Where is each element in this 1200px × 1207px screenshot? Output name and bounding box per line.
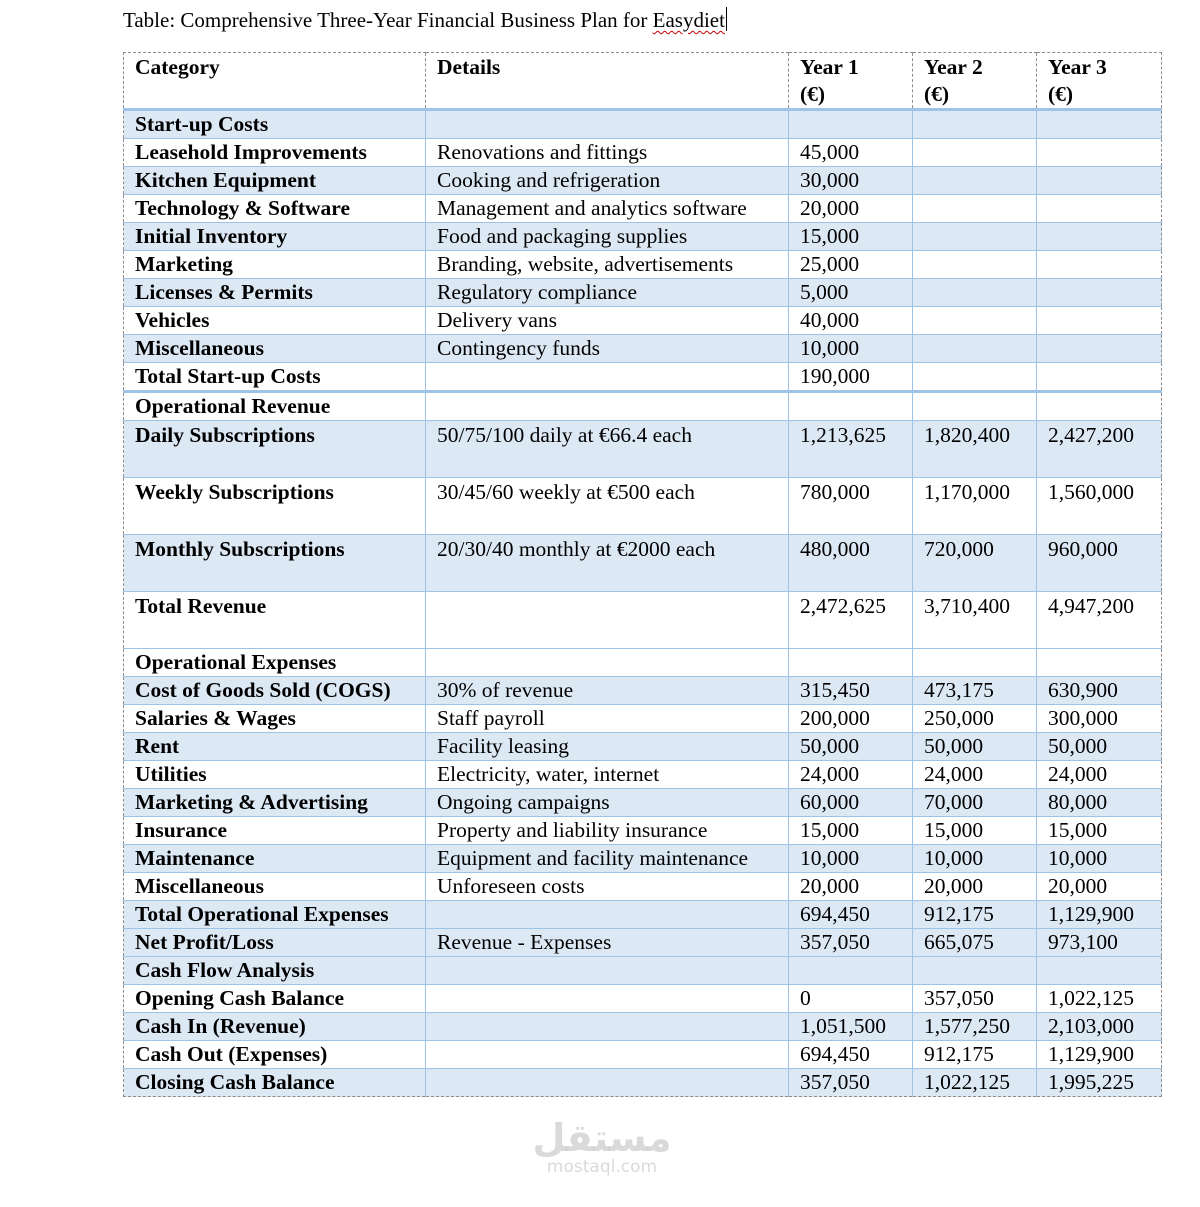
cell-year-2	[913, 649, 1037, 677]
cell-category: Technology & Software	[124, 195, 426, 223]
cell-year-3	[1037, 363, 1162, 392]
table-row	[124, 139, 1162, 167]
cell-year-2	[913, 392, 1037, 421]
cell-year-2: 3,710,400	[913, 592, 1037, 649]
cell-year-1	[789, 957, 913, 985]
cell-year-1: 315,450	[789, 677, 913, 705]
cell-year-2	[913, 335, 1037, 363]
cell-year-2: 20,000	[913, 873, 1037, 901]
cell-year-1: 24,000	[789, 761, 913, 789]
cell-year-2	[913, 957, 1037, 985]
cell-details: 50/75/100 daily at €66.4 each	[426, 421, 789, 478]
cell-year-1: 20,000	[789, 873, 913, 901]
cell-category: Total Start-up Costs	[124, 363, 426, 392]
cell-year-1: 15,000	[789, 817, 913, 845]
section-header-row	[124, 957, 1162, 985]
cell-year-1: 15,000	[789, 223, 913, 251]
cell-year-3: 1,560,000	[1037, 478, 1162, 535]
cell-year-3: 1,022,125	[1037, 985, 1162, 1013]
cell-details: Renovations and fittings	[426, 139, 789, 167]
table-row	[124, 421, 1162, 478]
table-row	[124, 195, 1162, 223]
cell-year-2: 665,075	[913, 929, 1037, 957]
cell-category: Vehicles	[124, 307, 426, 335]
cell-year-1	[789, 110, 913, 139]
table-row	[124, 307, 1162, 335]
cell-year-1: 780,000	[789, 478, 913, 535]
cell-year-1: 694,450	[789, 901, 913, 929]
cell-category: Leasehold Improvements	[124, 139, 426, 167]
cell-year-2	[913, 363, 1037, 392]
cell-details: 30% of revenue	[426, 677, 789, 705]
cell-year-3	[1037, 223, 1162, 251]
cell-year-1: 25,000	[789, 251, 913, 279]
cell-year-2: 473,175	[913, 677, 1037, 705]
cell-year-2	[913, 251, 1037, 279]
cell-year-3: 960,000	[1037, 535, 1162, 592]
header-details: Details	[426, 53, 789, 110]
cell-year-2: 70,000	[913, 789, 1037, 817]
cell-year-1	[789, 649, 913, 677]
cell-category: Total Revenue	[124, 592, 426, 649]
cell-details	[426, 901, 789, 929]
cell-details	[426, 592, 789, 649]
table-row	[124, 335, 1162, 363]
table-row	[124, 677, 1162, 705]
header-year-3	[1037, 53, 1162, 110]
cell-details: 20/30/40 monthly at €2000 each	[426, 535, 789, 592]
cell-year-2	[913, 110, 1037, 139]
cell-category: Miscellaneous	[124, 335, 426, 363]
table-row	[124, 901, 1162, 929]
cell-category: Licenses & Permits	[124, 279, 426, 307]
cell-category: Marketing & Advertising	[124, 789, 426, 817]
cell-details: Property and liability insurance	[426, 817, 789, 845]
cell-category: Closing Cash Balance	[124, 1069, 426, 1097]
cell-details: Staff payroll	[426, 705, 789, 733]
table-row	[124, 1041, 1162, 1069]
watermark	[522, 1118, 682, 1176]
header-year-1	[789, 53, 913, 110]
cell-year-3: 20,000	[1037, 873, 1162, 901]
cell-year-3: 2,103,000	[1037, 1013, 1162, 1041]
cell-year-1: 40,000	[789, 307, 913, 335]
cell-year-1: 200,000	[789, 705, 913, 733]
cell-year-1: 45,000	[789, 139, 913, 167]
cell-year-1	[789, 392, 913, 421]
cell-year-3: 1,995,225	[1037, 1069, 1162, 1097]
cell-year-1: 50,000	[789, 733, 913, 761]
cell-year-1: 694,450	[789, 1041, 913, 1069]
cell-year-3: 24,000	[1037, 761, 1162, 789]
header-year-2	[913, 53, 1037, 110]
header-category: Category	[124, 53, 426, 110]
section-header-row	[124, 110, 1162, 139]
cell-details	[426, 957, 789, 985]
cell-year-3: 300,000	[1037, 705, 1162, 733]
cell-category: Opening Cash Balance	[124, 985, 426, 1013]
table-caption	[123, 6, 727, 34]
table-row	[124, 1013, 1162, 1041]
table-row	[124, 705, 1162, 733]
watermark-arabic: مستقل	[532, 1116, 672, 1160]
cell-year-2: 10,000	[913, 845, 1037, 873]
header-year-1-label: Year 1	[800, 55, 859, 79]
table-row	[124, 761, 1162, 789]
table-row	[124, 279, 1162, 307]
cell-year-1: 1,213,625	[789, 421, 913, 478]
table-row	[124, 363, 1162, 392]
cell-year-2: 1,170,000	[913, 478, 1037, 535]
cell-category: Cash Flow Analysis	[124, 957, 426, 985]
cell-details: Equipment and facility maintenance	[426, 845, 789, 873]
cell-year-3	[1037, 392, 1162, 421]
header-year-3-label: Year 3	[1048, 55, 1107, 79]
cell-details	[426, 985, 789, 1013]
cell-year-1: 0	[789, 985, 913, 1013]
cell-category: Utilities	[124, 761, 426, 789]
cell-category: Daily Subscriptions	[124, 421, 426, 478]
table-row	[124, 535, 1162, 592]
cell-year-3	[1037, 139, 1162, 167]
cell-details: Electricity, water, internet	[426, 761, 789, 789]
table-row	[124, 873, 1162, 901]
cell-year-2	[913, 223, 1037, 251]
cell-year-3	[1037, 195, 1162, 223]
cell-year-3: 1,129,900	[1037, 901, 1162, 929]
cell-year-3	[1037, 251, 1162, 279]
cell-category: Initial Inventory	[124, 223, 426, 251]
table-row	[124, 478, 1162, 535]
cell-details	[426, 363, 789, 392]
cell-year-1: 190,000	[789, 363, 913, 392]
cell-year-1: 10,000	[789, 335, 913, 363]
table-row	[124, 733, 1162, 761]
table-row	[124, 251, 1162, 279]
cell-details: Contingency funds	[426, 335, 789, 363]
cell-year-3: 15,000	[1037, 817, 1162, 845]
cell-details	[426, 1041, 789, 1069]
cell-year-1: 480,000	[789, 535, 913, 592]
cell-year-2	[913, 279, 1037, 307]
cell-category: Total Operational Expenses	[124, 901, 426, 929]
cell-details: Delivery vans	[426, 307, 789, 335]
cell-category: Operational Revenue	[124, 392, 426, 421]
cell-year-1: 357,050	[789, 929, 913, 957]
section-header-row	[124, 392, 1162, 421]
cell-category: Cash Out (Expenses)	[124, 1041, 426, 1069]
cell-details: Cooking and refrigeration	[426, 167, 789, 195]
cell-year-2: 250,000	[913, 705, 1037, 733]
cell-category: Maintenance	[124, 845, 426, 873]
cell-category: Net Profit/Loss	[124, 929, 426, 957]
table-row	[124, 985, 1162, 1013]
cell-category: Cash In (Revenue)	[124, 1013, 426, 1041]
caption-brand-misspelled[interactable]: Easydiet	[652, 8, 725, 32]
cell-details: Ongoing campaigns	[426, 789, 789, 817]
cell-year-3	[1037, 279, 1162, 307]
cell-year-2: 50,000	[913, 733, 1037, 761]
cell-year-2	[913, 195, 1037, 223]
cell-category: Operational Expenses	[124, 649, 426, 677]
text-cursor	[726, 7, 727, 31]
financial-plan-table	[123, 52, 1162, 1097]
cell-details: Revenue - Expenses	[426, 929, 789, 957]
caption-text: Table: Comprehensive Three-Year Financial Business Plan for	[123, 8, 653, 32]
cell-year-1: 10,000	[789, 845, 913, 873]
table-row	[124, 167, 1162, 195]
cell-category: Salaries & Wages	[124, 705, 426, 733]
cell-year-1: 20,000	[789, 195, 913, 223]
cell-details: Branding, website, advertisements	[426, 251, 789, 279]
header-year-1-unit: (€)	[800, 82, 826, 106]
table-body	[124, 110, 1162, 1097]
cell-details	[426, 649, 789, 677]
cell-details	[426, 1069, 789, 1097]
cell-year-2	[913, 139, 1037, 167]
cell-year-3	[1037, 307, 1162, 335]
cell-year-2: 357,050	[913, 985, 1037, 1013]
cell-year-1: 357,050	[789, 1069, 913, 1097]
cell-year-3: 4,947,200	[1037, 592, 1162, 649]
cell-details: Regulatory compliance	[426, 279, 789, 307]
cell-year-3: 2,427,200	[1037, 421, 1162, 478]
header-year-2-unit: (€)	[924, 82, 950, 106]
cell-year-2: 912,175	[913, 901, 1037, 929]
cell-details	[426, 1013, 789, 1041]
table-row	[124, 592, 1162, 649]
cell-year-3	[1037, 649, 1162, 677]
table-row	[124, 817, 1162, 845]
cell-year-3	[1037, 957, 1162, 985]
header-year-3-unit: (€)	[1048, 82, 1074, 106]
cell-year-1: 1,051,500	[789, 1013, 913, 1041]
cell-year-1: 60,000	[789, 789, 913, 817]
cell-year-2: 1,577,250	[913, 1013, 1037, 1041]
cell-details: 30/45/60 weekly at €500 each	[426, 478, 789, 535]
cell-details: Unforeseen costs	[426, 873, 789, 901]
table-row	[124, 1069, 1162, 1097]
section-header-row	[124, 649, 1162, 677]
cell-year-2: 912,175	[913, 1041, 1037, 1069]
cell-year-3: 973,100	[1037, 929, 1162, 957]
cell-year-1: 5,000	[789, 279, 913, 307]
cell-year-2: 1,022,125	[913, 1069, 1037, 1097]
cell-year-2: 24,000	[913, 761, 1037, 789]
cell-year-2	[913, 167, 1037, 195]
cell-details: Food and packaging supplies	[426, 223, 789, 251]
table-row	[124, 845, 1162, 873]
cell-year-2: 720,000	[913, 535, 1037, 592]
cell-year-2	[913, 307, 1037, 335]
cell-category: Rent	[124, 733, 426, 761]
cell-year-1: 2,472,625	[789, 592, 913, 649]
cell-category: Weekly Subscriptions	[124, 478, 426, 535]
watermark-latin: mostaql.com	[546, 1157, 658, 1177]
cell-category: Miscellaneous	[124, 873, 426, 901]
cell-category: Kitchen Equipment	[124, 167, 426, 195]
cell-year-2: 1,820,400	[913, 421, 1037, 478]
cell-category: Cost of Goods Sold (COGS)	[124, 677, 426, 705]
table-row	[124, 223, 1162, 251]
cell-year-1: 30,000	[789, 167, 913, 195]
header-row	[124, 53, 1162, 110]
cell-category: Insurance	[124, 817, 426, 845]
table-row	[124, 789, 1162, 817]
cell-category: Marketing	[124, 251, 426, 279]
cell-year-3: 1,129,900	[1037, 1041, 1162, 1069]
header-year-2-label: Year 2	[924, 55, 983, 79]
cell-details	[426, 110, 789, 139]
cell-year-3	[1037, 335, 1162, 363]
cell-year-3	[1037, 167, 1162, 195]
cell-category: Start-up Costs	[124, 110, 426, 139]
cell-year-3: 630,900	[1037, 677, 1162, 705]
cell-year-3: 10,000	[1037, 845, 1162, 873]
cell-category: Monthly Subscriptions	[124, 535, 426, 592]
table-row	[124, 929, 1162, 957]
cell-year-3	[1037, 110, 1162, 139]
cell-details: Management and analytics software	[426, 195, 789, 223]
cell-year-3: 50,000	[1037, 733, 1162, 761]
cell-year-2: 15,000	[913, 817, 1037, 845]
cell-year-3: 80,000	[1037, 789, 1162, 817]
cell-details	[426, 392, 789, 421]
cell-details: Facility leasing	[426, 733, 789, 761]
